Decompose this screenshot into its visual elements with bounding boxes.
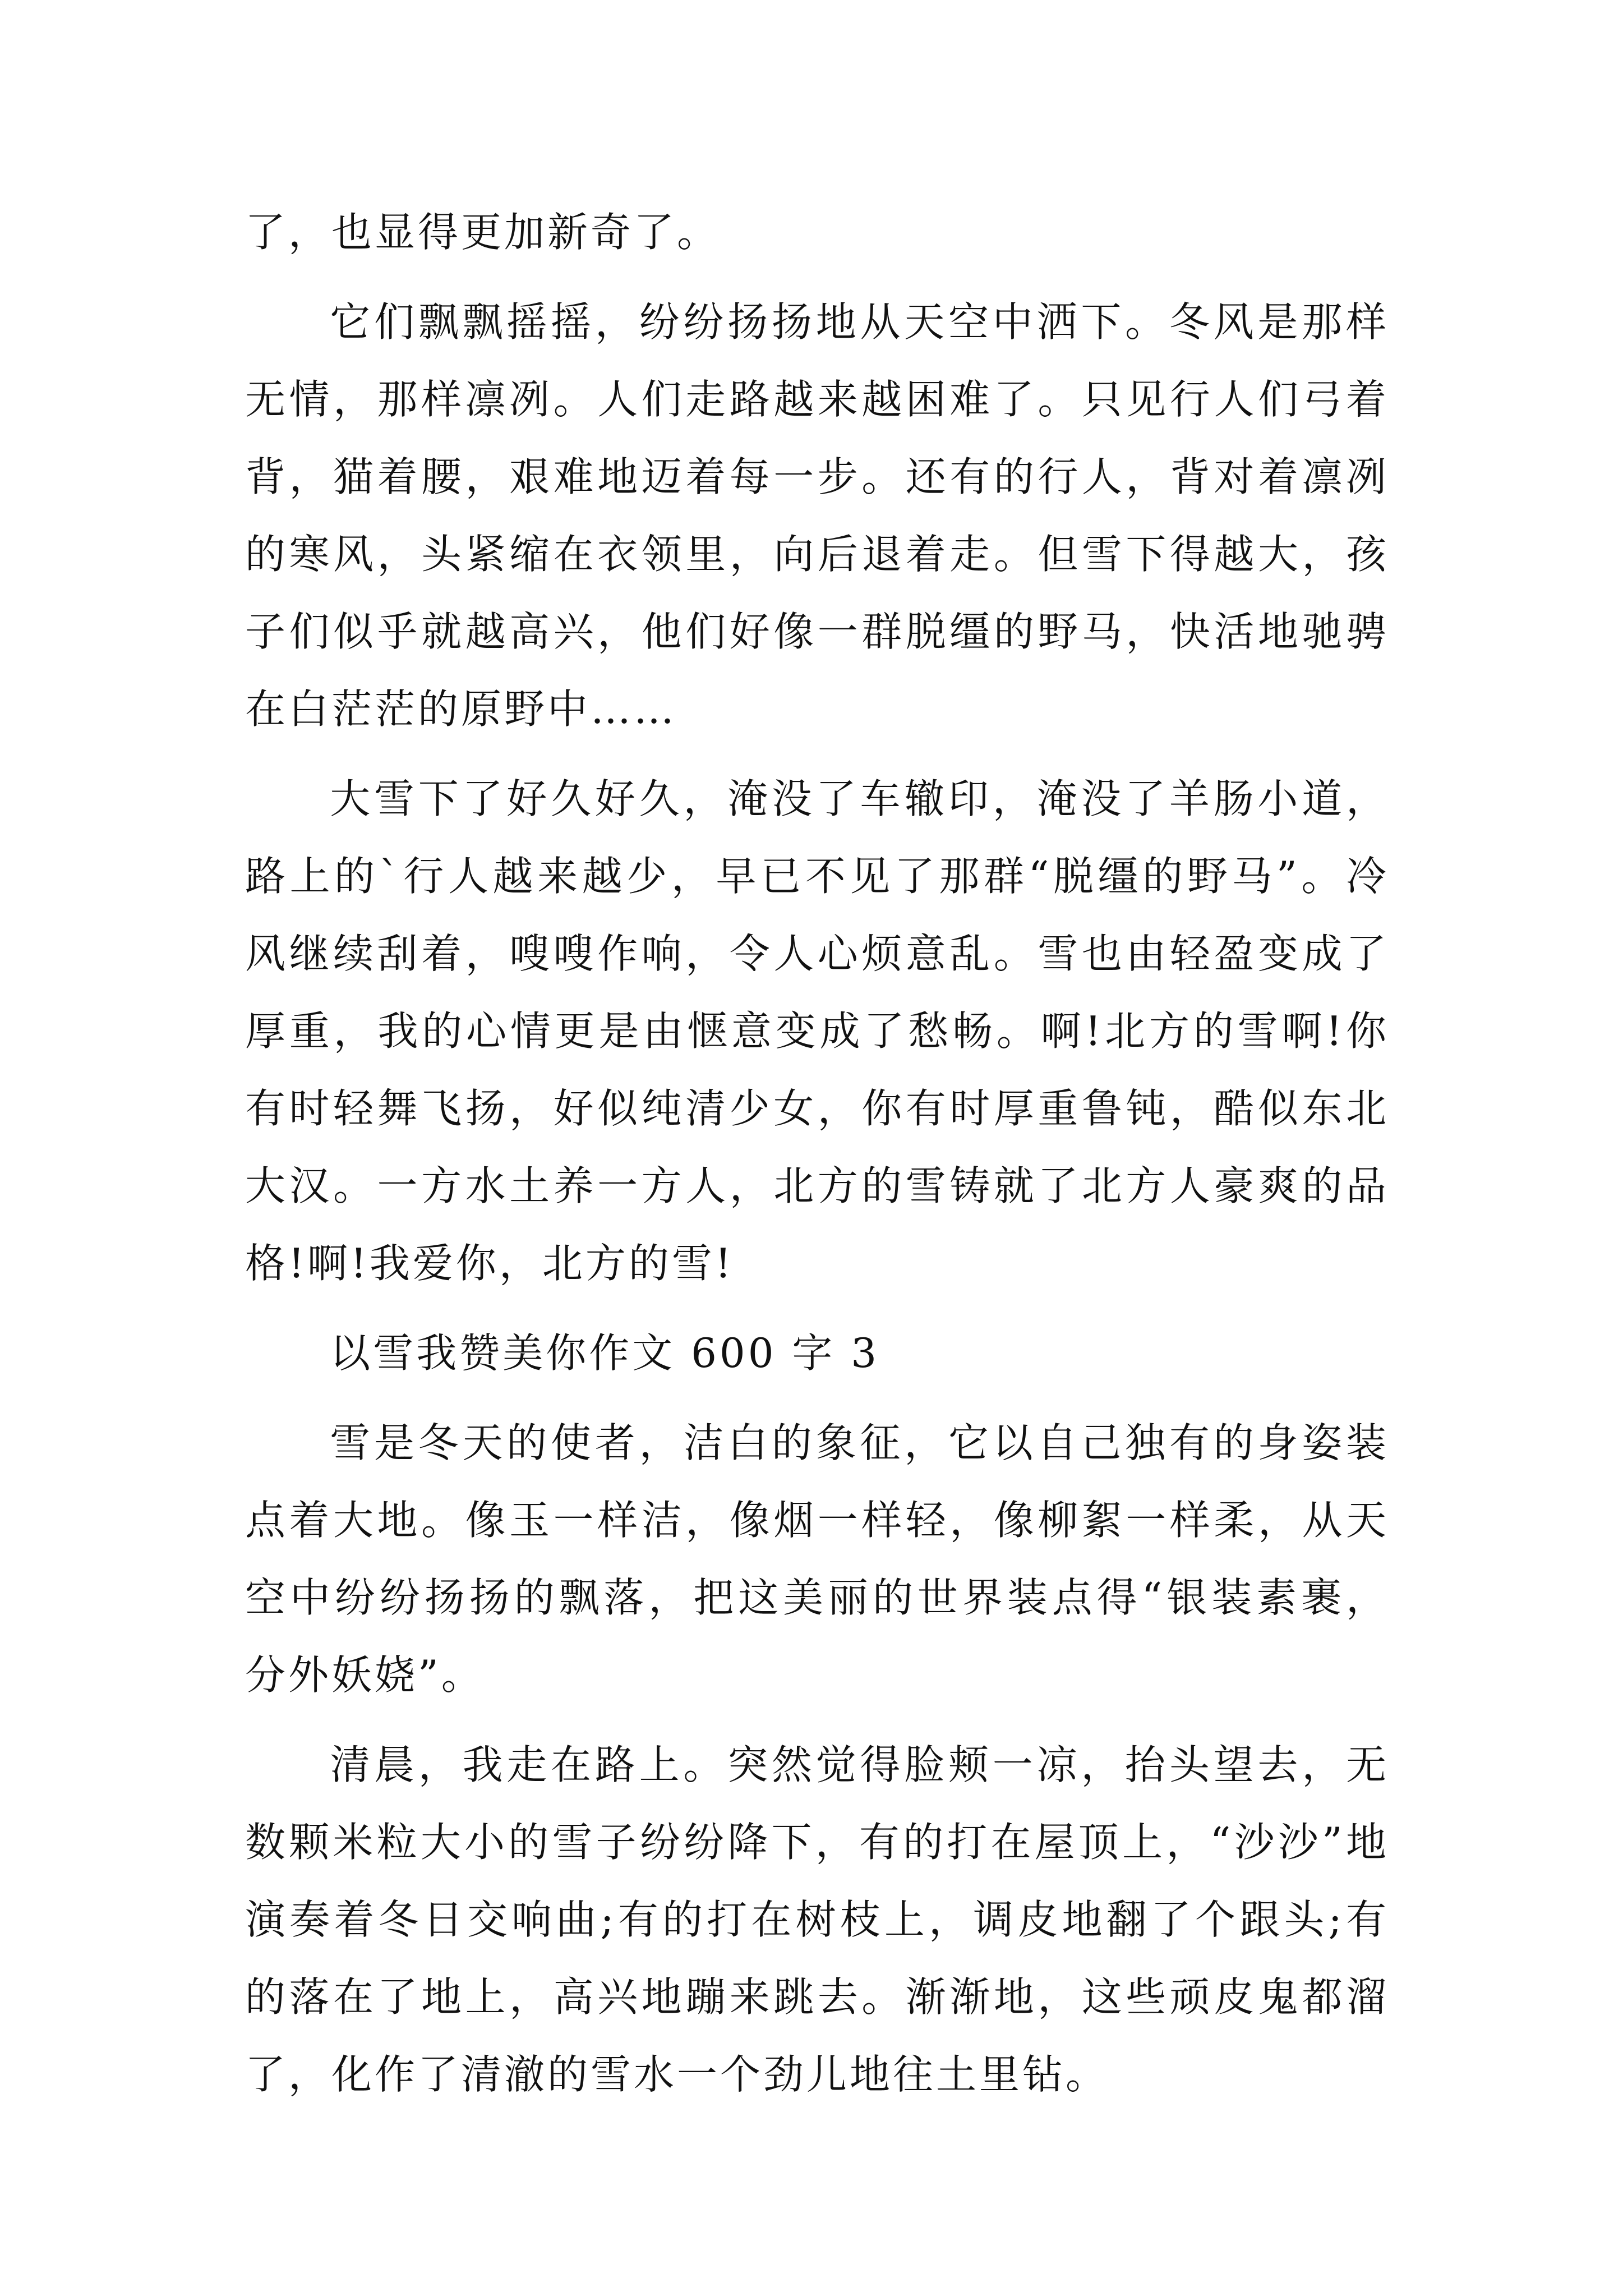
- section-heading: 以雪我赞美你作文 600 字 3: [330, 1329, 880, 1377]
- document-body: [245, 194, 1389, 2125]
- paragraph-snow-messenger: 雪是冬天的使者，洁白的象征，它以自己独有的身姿装点着大地。像玉一样洁，像烟一样轻，像柳絮一样柔，从天空中纷纷扬扬的飘落，把这美丽的世界装点得“银装素裹，分外妖娆”。: [245, 1419, 1389, 1699]
- paragraph-morning-walk: 清晨，我走在路上。突然觉得脸颊一凉，抬头望去，无数颗米粒大小的雪子纷纷降下，有的打在屋顶上，“沙沙”地演奏着冬日交响曲;有的打在树枝上，调皮地翻了个跟头;有的落在了地上，高兴地蹦来跳去。渐渐地，这些顽皮鬼都溜了，化作了清澈的雪水一个劲儿地往土里钻。: [245, 1741, 1389, 2098]
- paragraph-heavy-snow: 大雪下了好久好久，淹没了车辙印，淹没了羊肠小道，路上的`行人越来越少，早已不见了那群“脱缰的野马”。冷风继续刮着，嗖嗖作响，令人心烦意乱。雪也由轻盈变成了厚重，我的心情更是由惬意变成了愁畅。啊!北方的雪啊!你有时轻舞飞扬，好似纯清少女，你有时厚重鲁钝，酷似东北大汉。一方水土养一方人，北方的雪铸就了北方人豪爽的品格!啊!我爱你，北方的雪!: [245, 775, 1389, 1287]
- paragraph-continuation: 了，也显得更加新奇了。: [245, 209, 721, 256]
- paragraph-snow-falling: 它们飘飘摇摇，纷纷扬扬地从天空中洒下。冬风是那样无情，那样凛冽。人们走路越来越困难了。只见行人们弓着背，猫着腰，艰难地迈着每一步。还有的行人，背对着凛冽的寒风，头紧缩在衣领里，向后退着走。但雪下得越大，孩子们似乎就越高兴，他们好像一群脱缰的野马，快活地驰骋在白茫茫的原野中……: [245, 298, 1389, 733]
